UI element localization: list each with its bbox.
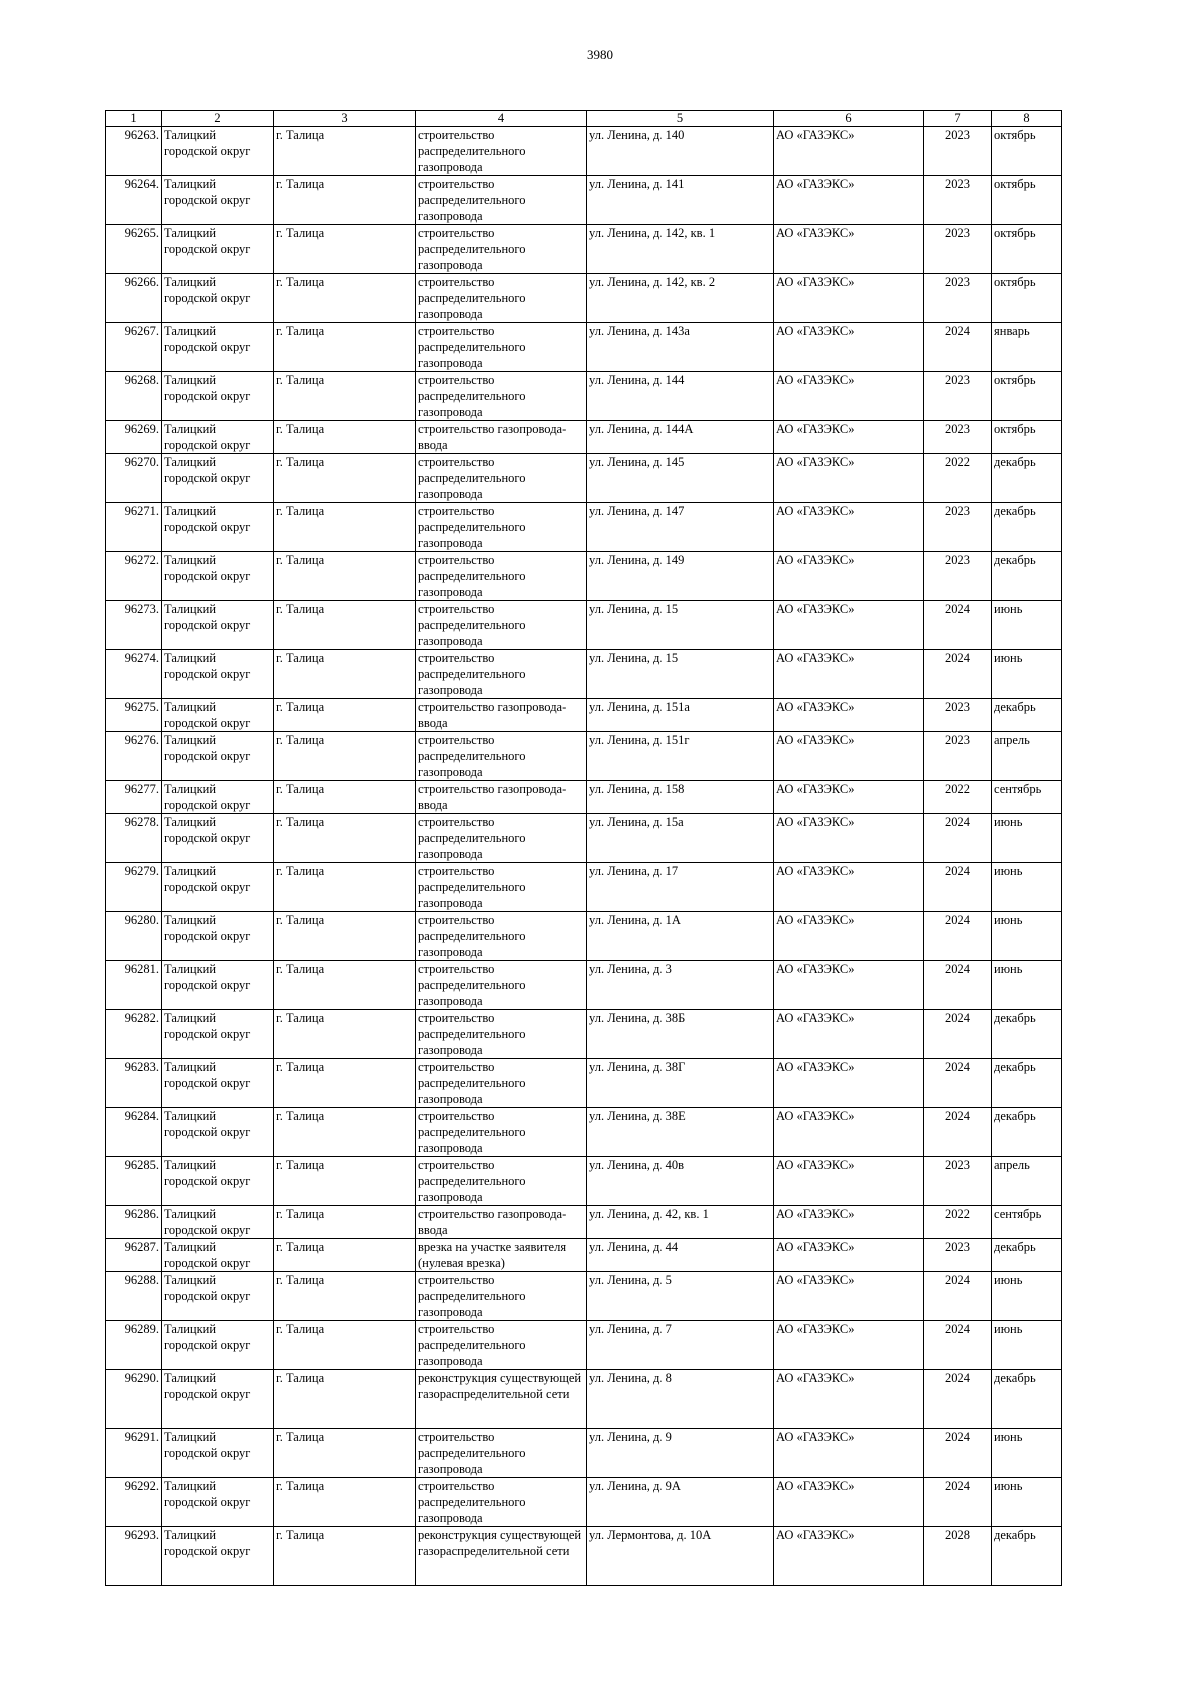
column-header: 3 xyxy=(274,111,416,127)
work-type-cell: строительство распределительного газопровода xyxy=(416,225,587,274)
settlement-cell: г. Талица xyxy=(274,454,416,503)
work-type-cell: строительство газопровода-ввода xyxy=(416,421,587,454)
year-cell: 2024 xyxy=(924,1272,992,1321)
month-cell: декабрь xyxy=(992,1010,1062,1059)
table-row xyxy=(106,1321,1062,1370)
organization-cell: АО «ГАЗЭКС» xyxy=(774,863,924,912)
table-row xyxy=(106,176,1062,225)
settlement-cell: г. Талица xyxy=(274,421,416,454)
year-cell: 2023 xyxy=(924,732,992,781)
row-number: 96265. xyxy=(106,225,162,274)
work-type-cell: строительство распределительного газопровода xyxy=(416,552,587,601)
row-number: 96275. xyxy=(106,699,162,732)
year-cell: 2024 xyxy=(924,1370,992,1429)
month-cell: октябрь xyxy=(992,421,1062,454)
table-row xyxy=(106,1272,1062,1321)
district-cell: Талицкий городской округ xyxy=(162,323,274,372)
district-cell: Талицкий городской округ xyxy=(162,503,274,552)
table-row xyxy=(106,552,1062,601)
year-cell: 2024 xyxy=(924,814,992,863)
address-cell: ул. Ленина, д. 141 xyxy=(587,176,774,225)
column-header: 1 xyxy=(106,111,162,127)
work-type-cell: строительство распределительного газопровода xyxy=(416,176,587,225)
address-cell: ул. Ленина, д. 158 xyxy=(587,781,774,814)
table-row xyxy=(106,781,1062,814)
district-cell: Талицкий городской округ xyxy=(162,1429,274,1478)
month-cell: октябрь xyxy=(992,176,1062,225)
year-cell: 2022 xyxy=(924,781,992,814)
address-cell: ул. Ленина, д. 9А xyxy=(587,1478,774,1527)
address-cell: ул. Ленина, д. 140 xyxy=(587,127,774,176)
row-number: 96272. xyxy=(106,552,162,601)
organization-cell: АО «ГАЗЭКС» xyxy=(774,274,924,323)
page-number: 3980 xyxy=(587,47,613,62)
month-cell: июнь xyxy=(992,1429,1062,1478)
organization-cell: АО «ГАЗЭКС» xyxy=(774,1429,924,1478)
work-type-cell: строительство распределительного газопровода xyxy=(416,323,587,372)
work-type-cell: строительство распределительного газопровода xyxy=(416,454,587,503)
year-cell: 2023 xyxy=(924,552,992,601)
district-cell: Талицкий городской округ xyxy=(162,372,274,421)
column-header: 7 xyxy=(924,111,992,127)
month-cell: декабрь xyxy=(992,454,1062,503)
work-type-cell: строительство распределительного газопровода xyxy=(416,127,587,176)
organization-cell: АО «ГАЗЭКС» xyxy=(774,1321,924,1370)
row-number: 96267. xyxy=(106,323,162,372)
organization-cell: АО «ГАЗЭКС» xyxy=(774,1239,924,1272)
address-cell: ул. Ленина, д. 17 xyxy=(587,863,774,912)
settlement-cell: г. Талица xyxy=(274,503,416,552)
month-cell: апрель xyxy=(992,1157,1062,1206)
organization-cell: АО «ГАЗЭКС» xyxy=(774,732,924,781)
district-cell: Талицкий городской округ xyxy=(162,1239,274,1272)
settlement-cell: г. Талица xyxy=(274,552,416,601)
settlement-cell: г. Талица xyxy=(274,1272,416,1321)
organization-cell: АО «ГАЗЭКС» xyxy=(774,961,924,1010)
organization-cell: АО «ГАЗЭКС» xyxy=(774,503,924,552)
registry-table xyxy=(105,110,1062,1586)
work-type-cell: врезка на участке заявителя (нулевая врезка) xyxy=(416,1239,587,1272)
row-number: 96277. xyxy=(106,781,162,814)
work-type-cell: строительство распределительного газопровода xyxy=(416,1157,587,1206)
organization-cell: АО «ГАЗЭКС» xyxy=(774,1157,924,1206)
address-cell: ул. Ленина, д. 38Е xyxy=(587,1108,774,1157)
work-type-cell: строительство распределительного газопровода xyxy=(416,961,587,1010)
settlement-cell: г. Талица xyxy=(274,1059,416,1108)
month-cell: декабрь xyxy=(992,699,1062,732)
work-type-cell: строительство газопровода-ввода xyxy=(416,699,587,732)
row-number: 96291. xyxy=(106,1429,162,1478)
table-row xyxy=(106,1059,1062,1108)
year-cell: 2024 xyxy=(924,1108,992,1157)
settlement-cell: г. Талица xyxy=(274,225,416,274)
table-row xyxy=(106,1206,1062,1239)
year-cell: 2024 xyxy=(924,912,992,961)
row-number: 96288. xyxy=(106,1272,162,1321)
table-row xyxy=(106,814,1062,863)
address-cell: ул. Ленина, д. 8 xyxy=(587,1370,774,1429)
organization-cell: АО «ГАЗЭКС» xyxy=(774,650,924,699)
month-cell: декабрь xyxy=(992,503,1062,552)
row-number: 96270. xyxy=(106,454,162,503)
row-number: 96268. xyxy=(106,372,162,421)
district-cell: Талицкий городской округ xyxy=(162,961,274,1010)
year-cell: 2023 xyxy=(924,225,992,274)
organization-cell: АО «ГАЗЭКС» xyxy=(774,1478,924,1527)
district-cell: Талицкий городской округ xyxy=(162,1321,274,1370)
row-number: 96289. xyxy=(106,1321,162,1370)
district-cell: Талицкий городской округ xyxy=(162,650,274,699)
year-cell: 2023 xyxy=(924,1239,992,1272)
district-cell: Талицкий городской округ xyxy=(162,1370,274,1429)
address-cell: ул. Ленина, д. 3 xyxy=(587,961,774,1010)
work-type-cell: строительство распределительного газопровода xyxy=(416,1272,587,1321)
address-cell: ул. Лермонтова, д. 10А xyxy=(587,1527,774,1586)
table-row xyxy=(106,323,1062,372)
district-cell: Талицкий городской округ xyxy=(162,732,274,781)
year-cell: 2023 xyxy=(924,176,992,225)
year-cell: 2023 xyxy=(924,1157,992,1206)
year-cell: 2024 xyxy=(924,601,992,650)
district-cell: Талицкий городской округ xyxy=(162,1108,274,1157)
work-type-cell: строительство распределительного газопровода xyxy=(416,1429,587,1478)
row-number: 96283. xyxy=(106,1059,162,1108)
year-cell: 2024 xyxy=(924,1010,992,1059)
organization-cell: АО «ГАЗЭКС» xyxy=(774,421,924,454)
row-number: 96286. xyxy=(106,1206,162,1239)
organization-cell: АО «ГАЗЭКС» xyxy=(774,1272,924,1321)
year-cell: 2028 xyxy=(924,1527,992,1586)
row-number: 96292. xyxy=(106,1478,162,1527)
address-cell: ул. Ленина, д. 44 xyxy=(587,1239,774,1272)
address-cell: ул. Ленина, д. 144А xyxy=(587,421,774,454)
table-body xyxy=(106,127,1062,1586)
settlement-cell: г. Талица xyxy=(274,912,416,961)
year-cell: 2024 xyxy=(924,1429,992,1478)
settlement-cell: г. Талица xyxy=(274,601,416,650)
work-type-cell: строительство распределительного газопровода xyxy=(416,1321,587,1370)
table-row xyxy=(106,1157,1062,1206)
month-cell: январь xyxy=(992,323,1062,372)
year-cell: 2024 xyxy=(924,863,992,912)
work-type-cell: реконструкция существующей газораспределительной сети xyxy=(416,1370,587,1429)
row-number: 96263. xyxy=(106,127,162,176)
address-cell: ул. Ленина, д. 149 xyxy=(587,552,774,601)
district-cell: Талицкий городской округ xyxy=(162,1527,274,1586)
row-number: 96273. xyxy=(106,601,162,650)
month-cell: июнь xyxy=(992,601,1062,650)
district-cell: Талицкий городской округ xyxy=(162,1010,274,1059)
organization-cell: АО «ГАЗЭКС» xyxy=(774,454,924,503)
month-cell: октябрь xyxy=(992,127,1062,176)
address-cell: ул. Ленина, д. 15а xyxy=(587,814,774,863)
year-cell: 2024 xyxy=(924,1059,992,1108)
year-cell: 2022 xyxy=(924,454,992,503)
settlement-cell: г. Талица xyxy=(274,1370,416,1429)
work-type-cell: строительство распределительного газопровода xyxy=(416,863,587,912)
row-number: 96271. xyxy=(106,503,162,552)
year-cell: 2024 xyxy=(924,323,992,372)
address-cell: ул. Ленина, д. 15 xyxy=(587,650,774,699)
row-number: 96287. xyxy=(106,1239,162,1272)
year-cell: 2023 xyxy=(924,699,992,732)
address-cell: ул. Ленина, д. 42, кв. 1 xyxy=(587,1206,774,1239)
row-number: 96293. xyxy=(106,1527,162,1586)
row-number: 96282. xyxy=(106,1010,162,1059)
address-cell: ул. Ленина, д. 151г xyxy=(587,732,774,781)
table-row xyxy=(106,912,1062,961)
district-cell: Талицкий городской округ xyxy=(162,552,274,601)
address-cell: ул. Ленина, д. 5 xyxy=(587,1272,774,1321)
table-row xyxy=(106,454,1062,503)
settlement-cell: г. Талица xyxy=(274,323,416,372)
district-cell: Талицкий городской округ xyxy=(162,781,274,814)
month-cell: июнь xyxy=(992,863,1062,912)
table-row xyxy=(106,1527,1062,1586)
settlement-cell: г. Талица xyxy=(274,1478,416,1527)
table-row xyxy=(106,1108,1062,1157)
settlement-cell: г. Талица xyxy=(274,863,416,912)
table-row xyxy=(106,503,1062,552)
column-header: 6 xyxy=(774,111,924,127)
table-row xyxy=(106,732,1062,781)
organization-cell: АО «ГАЗЭКС» xyxy=(774,372,924,421)
settlement-cell: г. Талица xyxy=(274,1239,416,1272)
column-header: 5 xyxy=(587,111,774,127)
district-cell: Талицкий городской округ xyxy=(162,225,274,274)
table-row xyxy=(106,1478,1062,1527)
month-cell: сентябрь xyxy=(992,1206,1062,1239)
month-cell: июнь xyxy=(992,1478,1062,1527)
settlement-cell: г. Талица xyxy=(274,1206,416,1239)
work-type-cell: строительство газопровода-ввода xyxy=(416,1206,587,1239)
column-header: 4 xyxy=(416,111,587,127)
organization-cell: АО «ГАЗЭКС» xyxy=(774,225,924,274)
work-type-cell: строительство распределительного газопровода xyxy=(416,912,587,961)
settlement-cell: г. Талица xyxy=(274,1429,416,1478)
year-cell: 2024 xyxy=(924,1321,992,1370)
organization-cell: АО «ГАЗЭКС» xyxy=(774,1206,924,1239)
district-cell: Талицкий городской округ xyxy=(162,176,274,225)
table-row xyxy=(106,650,1062,699)
table-row xyxy=(106,1370,1062,1429)
table-row xyxy=(106,699,1062,732)
table-row xyxy=(106,127,1062,176)
district-cell: Талицкий городской округ xyxy=(162,274,274,323)
year-cell: 2024 xyxy=(924,1478,992,1527)
year-cell: 2023 xyxy=(924,274,992,323)
settlement-cell: г. Талица xyxy=(274,1108,416,1157)
month-cell: декабрь xyxy=(992,1239,1062,1272)
organization-cell: АО «ГАЗЭКС» xyxy=(774,814,924,863)
year-cell: 2022 xyxy=(924,1206,992,1239)
settlement-cell: г. Талица xyxy=(274,372,416,421)
month-cell: октябрь xyxy=(992,372,1062,421)
district-cell: Талицкий городской округ xyxy=(162,1478,274,1527)
work-type-cell: строительство распределительного газопровода xyxy=(416,1108,587,1157)
address-cell: ул. Ленина, д. 151а xyxy=(587,699,774,732)
month-cell: декабрь xyxy=(992,1527,1062,1586)
work-type-cell: строительство распределительного газопровода xyxy=(416,1478,587,1527)
address-cell: ул. Ленина, д. 40в xyxy=(587,1157,774,1206)
row-number: 96269. xyxy=(106,421,162,454)
table-row xyxy=(106,225,1062,274)
address-cell: ул. Ленина, д. 7 xyxy=(587,1321,774,1370)
address-cell: ул. Ленина, д. 142, кв. 2 xyxy=(587,274,774,323)
organization-cell: АО «ГАЗЭКС» xyxy=(774,1108,924,1157)
organization-cell: АО «ГАЗЭКС» xyxy=(774,323,924,372)
month-cell: июнь xyxy=(992,961,1062,1010)
settlement-cell: г. Талица xyxy=(274,1527,416,1586)
row-number: 96290. xyxy=(106,1370,162,1429)
year-cell: 2023 xyxy=(924,503,992,552)
district-cell: Талицкий городской округ xyxy=(162,421,274,454)
district-cell: Талицкий городской округ xyxy=(162,1157,274,1206)
table-row xyxy=(106,1010,1062,1059)
settlement-cell: г. Талица xyxy=(274,176,416,225)
year-cell: 2023 xyxy=(924,127,992,176)
row-number: 96274. xyxy=(106,650,162,699)
row-number: 96281. xyxy=(106,961,162,1010)
organization-cell: АО «ГАЗЭКС» xyxy=(774,127,924,176)
address-cell: ул. Ленина, д. 142, кв. 1 xyxy=(587,225,774,274)
settlement-cell: г. Талица xyxy=(274,814,416,863)
organization-cell: АО «ГАЗЭКС» xyxy=(774,912,924,961)
district-cell: Талицкий городской округ xyxy=(162,454,274,503)
table-row xyxy=(106,421,1062,454)
year-cell: 2023 xyxy=(924,372,992,421)
work-type-cell: строительство распределительного газопровода xyxy=(416,503,587,552)
month-cell: декабрь xyxy=(992,1059,1062,1108)
district-cell: Талицкий городской округ xyxy=(162,699,274,732)
month-cell: сентябрь xyxy=(992,781,1062,814)
district-cell: Талицкий городской округ xyxy=(162,1059,274,1108)
row-number: 96280. xyxy=(106,912,162,961)
work-type-cell: реконструкция существующей газораспределительной сети xyxy=(416,1527,587,1586)
district-cell: Талицкий городской округ xyxy=(162,1272,274,1321)
work-type-cell: строительство распределительного газопровода xyxy=(416,1059,587,1108)
work-type-cell: строительство распределительного газопровода xyxy=(416,601,587,650)
row-number: 96266. xyxy=(106,274,162,323)
header-row xyxy=(106,111,1062,127)
row-number: 96278. xyxy=(106,814,162,863)
table-row xyxy=(106,372,1062,421)
month-cell: апрель xyxy=(992,732,1062,781)
settlement-cell: г. Талица xyxy=(274,1010,416,1059)
month-cell: июнь xyxy=(992,1272,1062,1321)
organization-cell: АО «ГАЗЭКС» xyxy=(774,552,924,601)
settlement-cell: г. Талица xyxy=(274,1157,416,1206)
work-type-cell: строительство распределительного газопровода xyxy=(416,1010,587,1059)
address-cell: ул. Ленина, д. 144 xyxy=(587,372,774,421)
column-header: 2 xyxy=(162,111,274,127)
row-number: 96285. xyxy=(106,1157,162,1206)
month-cell: июнь xyxy=(992,814,1062,863)
district-cell: Талицкий городской округ xyxy=(162,814,274,863)
work-type-cell: строительство распределительного газопровода xyxy=(416,650,587,699)
address-cell: ул. Ленина, д. 9 xyxy=(587,1429,774,1478)
month-cell: июнь xyxy=(992,912,1062,961)
work-type-cell: строительство газопровода-ввода xyxy=(416,781,587,814)
settlement-cell: г. Талица xyxy=(274,1321,416,1370)
organization-cell: АО «ГАЗЭКС» xyxy=(774,699,924,732)
district-cell: Талицкий городской округ xyxy=(162,601,274,650)
table-row xyxy=(106,601,1062,650)
district-cell: Талицкий городской округ xyxy=(162,863,274,912)
district-cell: Талицкий городской округ xyxy=(162,912,274,961)
table-row xyxy=(106,961,1062,1010)
address-cell: ул. Ленина, д. 38Б xyxy=(587,1010,774,1059)
settlement-cell: г. Талица xyxy=(274,732,416,781)
year-cell: 2024 xyxy=(924,961,992,1010)
month-cell: июнь xyxy=(992,1321,1062,1370)
work-type-cell: строительство распределительного газопровода xyxy=(416,372,587,421)
address-cell: ул. Ленина, д. 1А xyxy=(587,912,774,961)
organization-cell: АО «ГАЗЭКС» xyxy=(774,781,924,814)
settlement-cell: г. Талица xyxy=(274,781,416,814)
table-row xyxy=(106,1429,1062,1478)
district-cell: Талицкий городской округ xyxy=(162,1206,274,1239)
month-cell: декабрь xyxy=(992,1370,1062,1429)
address-cell: ул. Ленина, д. 143а xyxy=(587,323,774,372)
work-type-cell: строительство распределительного газопровода xyxy=(416,274,587,323)
organization-cell: АО «ГАЗЭКС» xyxy=(774,1010,924,1059)
row-number: 96276. xyxy=(106,732,162,781)
month-cell: декабрь xyxy=(992,552,1062,601)
year-cell: 2024 xyxy=(924,650,992,699)
settlement-cell: г. Талица xyxy=(274,127,416,176)
month-cell: октябрь xyxy=(992,274,1062,323)
settlement-cell: г. Талица xyxy=(274,274,416,323)
table-row xyxy=(106,1239,1062,1272)
month-cell: октябрь xyxy=(992,225,1062,274)
organization-cell: АО «ГАЗЭКС» xyxy=(774,1059,924,1108)
work-type-cell: строительство распределительного газопровода xyxy=(416,732,587,781)
table-row xyxy=(106,274,1062,323)
row-number: 96284. xyxy=(106,1108,162,1157)
row-number: 96264. xyxy=(106,176,162,225)
work-type-cell: строительство распределительного газопровода xyxy=(416,814,587,863)
district-cell: Талицкий городской округ xyxy=(162,127,274,176)
month-cell: декабрь xyxy=(992,1108,1062,1157)
settlement-cell: г. Талица xyxy=(274,650,416,699)
settlement-cell: г. Талица xyxy=(274,961,416,1010)
address-cell: ул. Ленина, д. 38Г xyxy=(587,1059,774,1108)
organization-cell: АО «ГАЗЭКС» xyxy=(774,601,924,650)
year-cell: 2023 xyxy=(924,421,992,454)
month-cell: июнь xyxy=(992,650,1062,699)
organization-cell: АО «ГАЗЭКС» xyxy=(774,1370,924,1429)
address-cell: ул. Ленина, д. 145 xyxy=(587,454,774,503)
column-header: 8 xyxy=(992,111,1062,127)
address-cell: ул. Ленина, д. 15 xyxy=(587,601,774,650)
organization-cell: АО «ГАЗЭКС» xyxy=(774,1527,924,1586)
address-cell: ул. Ленина, д. 147 xyxy=(587,503,774,552)
row-number: 96279. xyxy=(106,863,162,912)
settlement-cell: г. Талица xyxy=(274,699,416,732)
organization-cell: АО «ГАЗЭКС» xyxy=(774,176,924,225)
table-row xyxy=(106,863,1062,912)
